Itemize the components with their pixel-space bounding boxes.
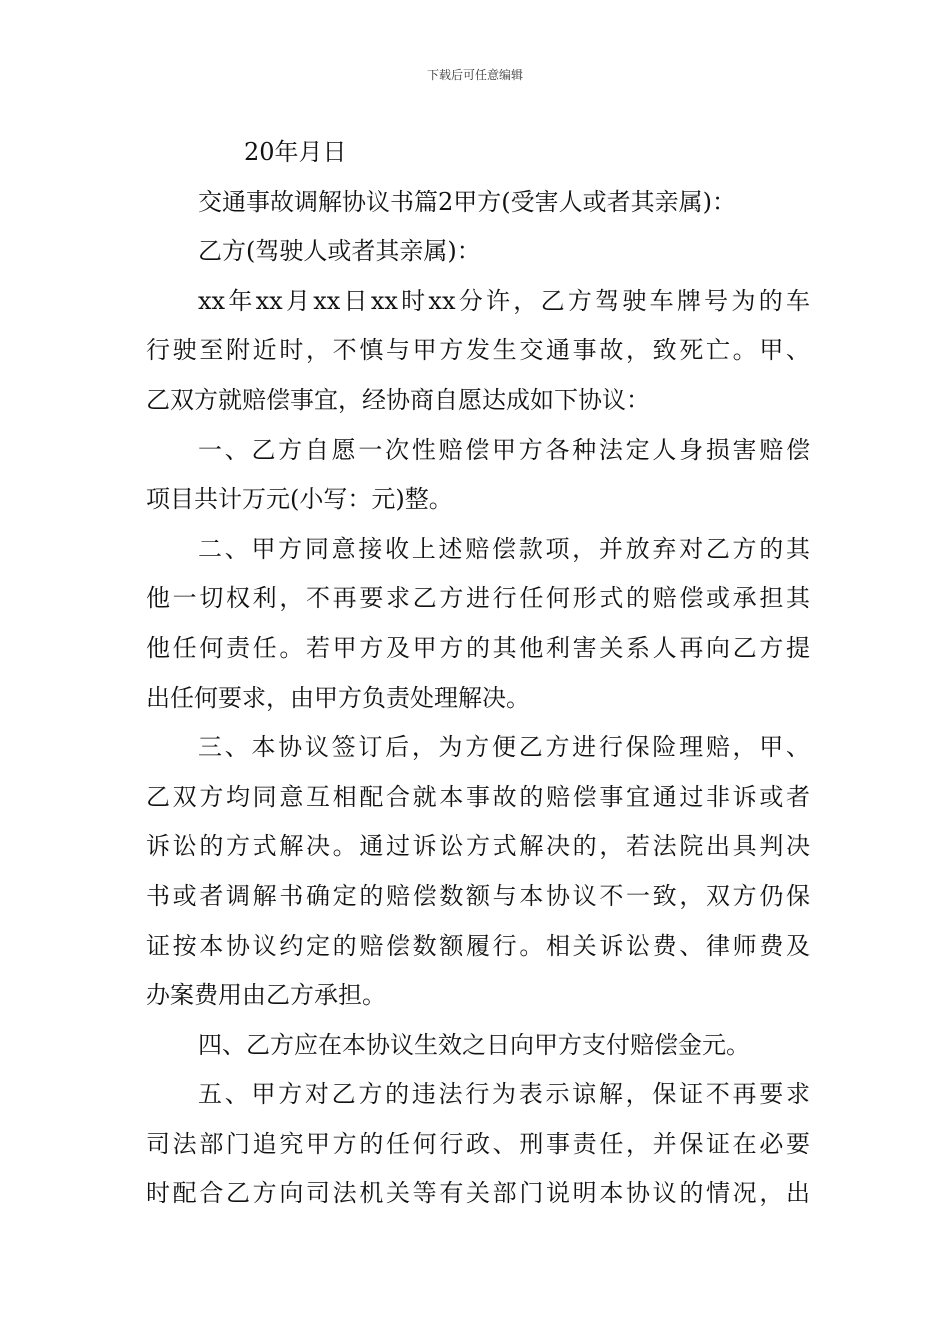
clause-3-line: 诉讼的方式解决。通过诉讼方式解决的，若法院出具判决 bbox=[146, 832, 810, 861]
clause-2-line: 他一切权利，不再要求乙方进行任何形式的赔偿或承担其 bbox=[146, 584, 810, 613]
clause-5-line: 时配合乙方向司法机关等有关部门说明本协议的情况，出 bbox=[146, 1179, 810, 1208]
party-b-line: 乙方(驾驶人或者其亲属)： bbox=[198, 237, 481, 266]
clause-3-line: 三、本协议签订后，为方便乙方进行保险理赔，甲、 bbox=[198, 733, 810, 762]
page-header-note: 下载后可任意编辑 bbox=[426, 68, 523, 82]
paragraph-line: xx年xx月xx日xx时xx分许，乙方驾驶车牌号为的车 bbox=[198, 286, 810, 315]
clause-4-line: 四、乙方应在本协议生效之日向甲方支付赔偿金元。 bbox=[198, 1030, 750, 1059]
clause-3-line: 办案费用由乙方承担。 bbox=[146, 981, 386, 1010]
clause-3-line: 书或者调解书确定的赔偿数额与本协议不一致，双方仍保 bbox=[146, 881, 810, 910]
clause-2-line: 他任何责任。若甲方及甲方的其他利害关系人再向乙方提 bbox=[146, 633, 810, 662]
clause-3-line: 证按本协议约定的赔偿数额履行。相关诉讼费、律师费及 bbox=[146, 931, 810, 960]
clause-1-line: 项目共计万元(小写：元)整。 bbox=[146, 485, 453, 514]
clause-2-line: 二、甲方同意接收上述赔偿款项，并放弃对乙方的其 bbox=[198, 534, 810, 563]
paragraph-line: 行驶至附近时，不慎与甲方发生交通事故，致死亡。甲、 bbox=[146, 336, 810, 365]
paragraph-line: 乙双方就赔偿事宜，经协商自愿达成如下协议： bbox=[146, 385, 650, 414]
title-line: 交通事故调解协议书篇2甲方(受害人或者其亲属)： bbox=[198, 187, 736, 216]
clause-3-line: 乙双方均同意互相配合就本事故的赔偿事宜通过非诉或者 bbox=[146, 782, 810, 811]
clause-2-line: 出任何要求，由甲方负责处理解决。 bbox=[146, 683, 530, 712]
date-line: 20年月日 bbox=[244, 138, 347, 166]
clause-5-line: 司法部门追究甲方的任何行政、刑事责任，并保证在必要 bbox=[146, 1129, 810, 1158]
clause-5-line: 五、甲方对乙方的违法行为表示谅解，保证不再要求 bbox=[198, 1080, 810, 1109]
document-body bbox=[146, 128, 810, 1219]
clause-1-line: 一、乙方自愿一次性赔偿甲方各种法定人身损害赔偿 bbox=[198, 435, 810, 464]
